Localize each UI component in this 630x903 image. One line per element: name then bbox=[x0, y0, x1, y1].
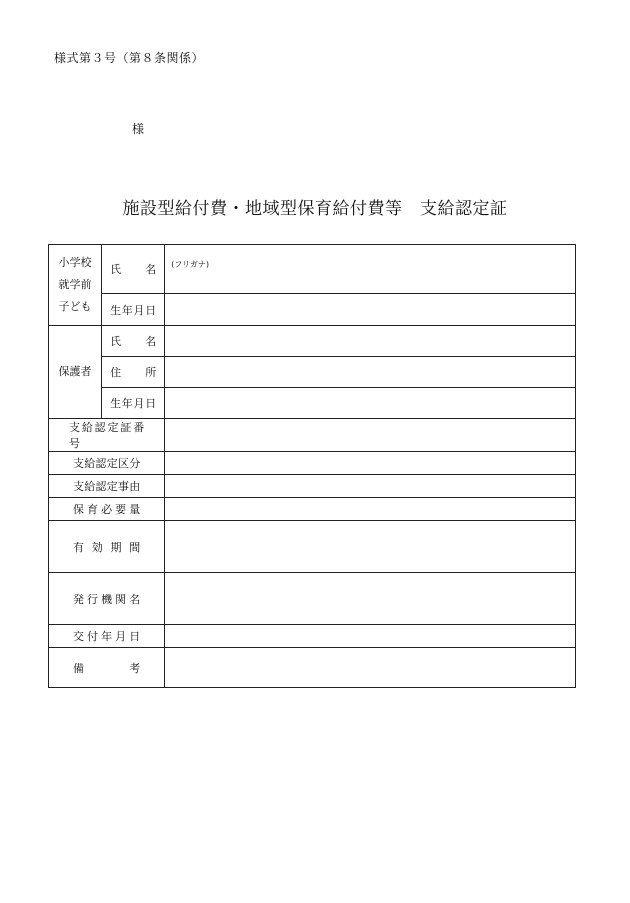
cert-number-label: 支給認定証番号 bbox=[49, 419, 165, 452]
remarks-row bbox=[49, 648, 576, 688]
validity-period-field[interactable] bbox=[165, 521, 576, 573]
child-group-text: 小学校 就学前 子ども bbox=[58, 256, 92, 313]
child-name-field[interactable] bbox=[165, 245, 576, 294]
validity-period-row bbox=[49, 521, 576, 573]
guardian-address-row bbox=[49, 357, 576, 388]
child-birthdate-label: 生年月日 bbox=[102, 294, 165, 326]
child-name-furigana: (フリガナ) bbox=[171, 260, 210, 269]
guardian-name-row bbox=[49, 326, 576, 357]
cert-category-row bbox=[49, 452, 576, 475]
guardian-birthdate-field[interactable] bbox=[165, 388, 576, 419]
validity-period-label: 有効期間 bbox=[49, 521, 165, 573]
child-name-row bbox=[49, 245, 576, 294]
guardian-birthdate-label: 生年月日 bbox=[102, 388, 165, 419]
guardian-group-label bbox=[49, 326, 102, 419]
cert-reason-label: 支給認定事由 bbox=[49, 475, 165, 498]
child-birthdate-row bbox=[49, 294, 576, 326]
guardian-address-label: 住 所 bbox=[102, 357, 165, 388]
care-need-label: 保育必要量 bbox=[49, 498, 165, 521]
certificate-table bbox=[48, 244, 576, 688]
care-need-field[interactable] bbox=[165, 498, 576, 521]
cert-category-field[interactable] bbox=[165, 452, 576, 475]
issue-date-row bbox=[49, 625, 576, 648]
remarks-label: 備 考 bbox=[49, 648, 165, 688]
remarks-field[interactable] bbox=[165, 648, 576, 688]
guardian-birthdate-row bbox=[49, 388, 576, 419]
guardian-name-label: 氏 名 bbox=[102, 326, 165, 357]
guardian-group-text: 保護者 bbox=[58, 365, 92, 378]
issue-date-label: 交付年月日 bbox=[49, 625, 165, 648]
care-need-row bbox=[49, 498, 576, 521]
cert-reason-field[interactable] bbox=[165, 475, 576, 498]
child-birthdate-field[interactable] bbox=[165, 294, 576, 326]
cert-category-label: 支給認定区分 bbox=[49, 452, 165, 475]
child-name-label: 氏 名 bbox=[102, 245, 165, 294]
issuer-field[interactable] bbox=[165, 573, 576, 625]
guardian-address-field[interactable] bbox=[165, 357, 576, 388]
cert-reason-row bbox=[49, 475, 576, 498]
guardian-name-field[interactable] bbox=[165, 326, 576, 357]
child-group-label bbox=[49, 245, 102, 326]
cert-number-field[interactable] bbox=[165, 419, 576, 452]
cert-number-row bbox=[49, 419, 576, 452]
document-title: 施設型給付費・地域型保育給付費等 支給認定証 bbox=[122, 199, 508, 219]
form-number: 様式第３号（第８条関係） bbox=[54, 51, 205, 65]
issuer-row bbox=[49, 573, 576, 625]
issue-date-field[interactable] bbox=[165, 625, 576, 648]
recipient-suffix: 様 bbox=[132, 122, 145, 136]
issuer-label: 発行機関名 bbox=[49, 573, 165, 625]
